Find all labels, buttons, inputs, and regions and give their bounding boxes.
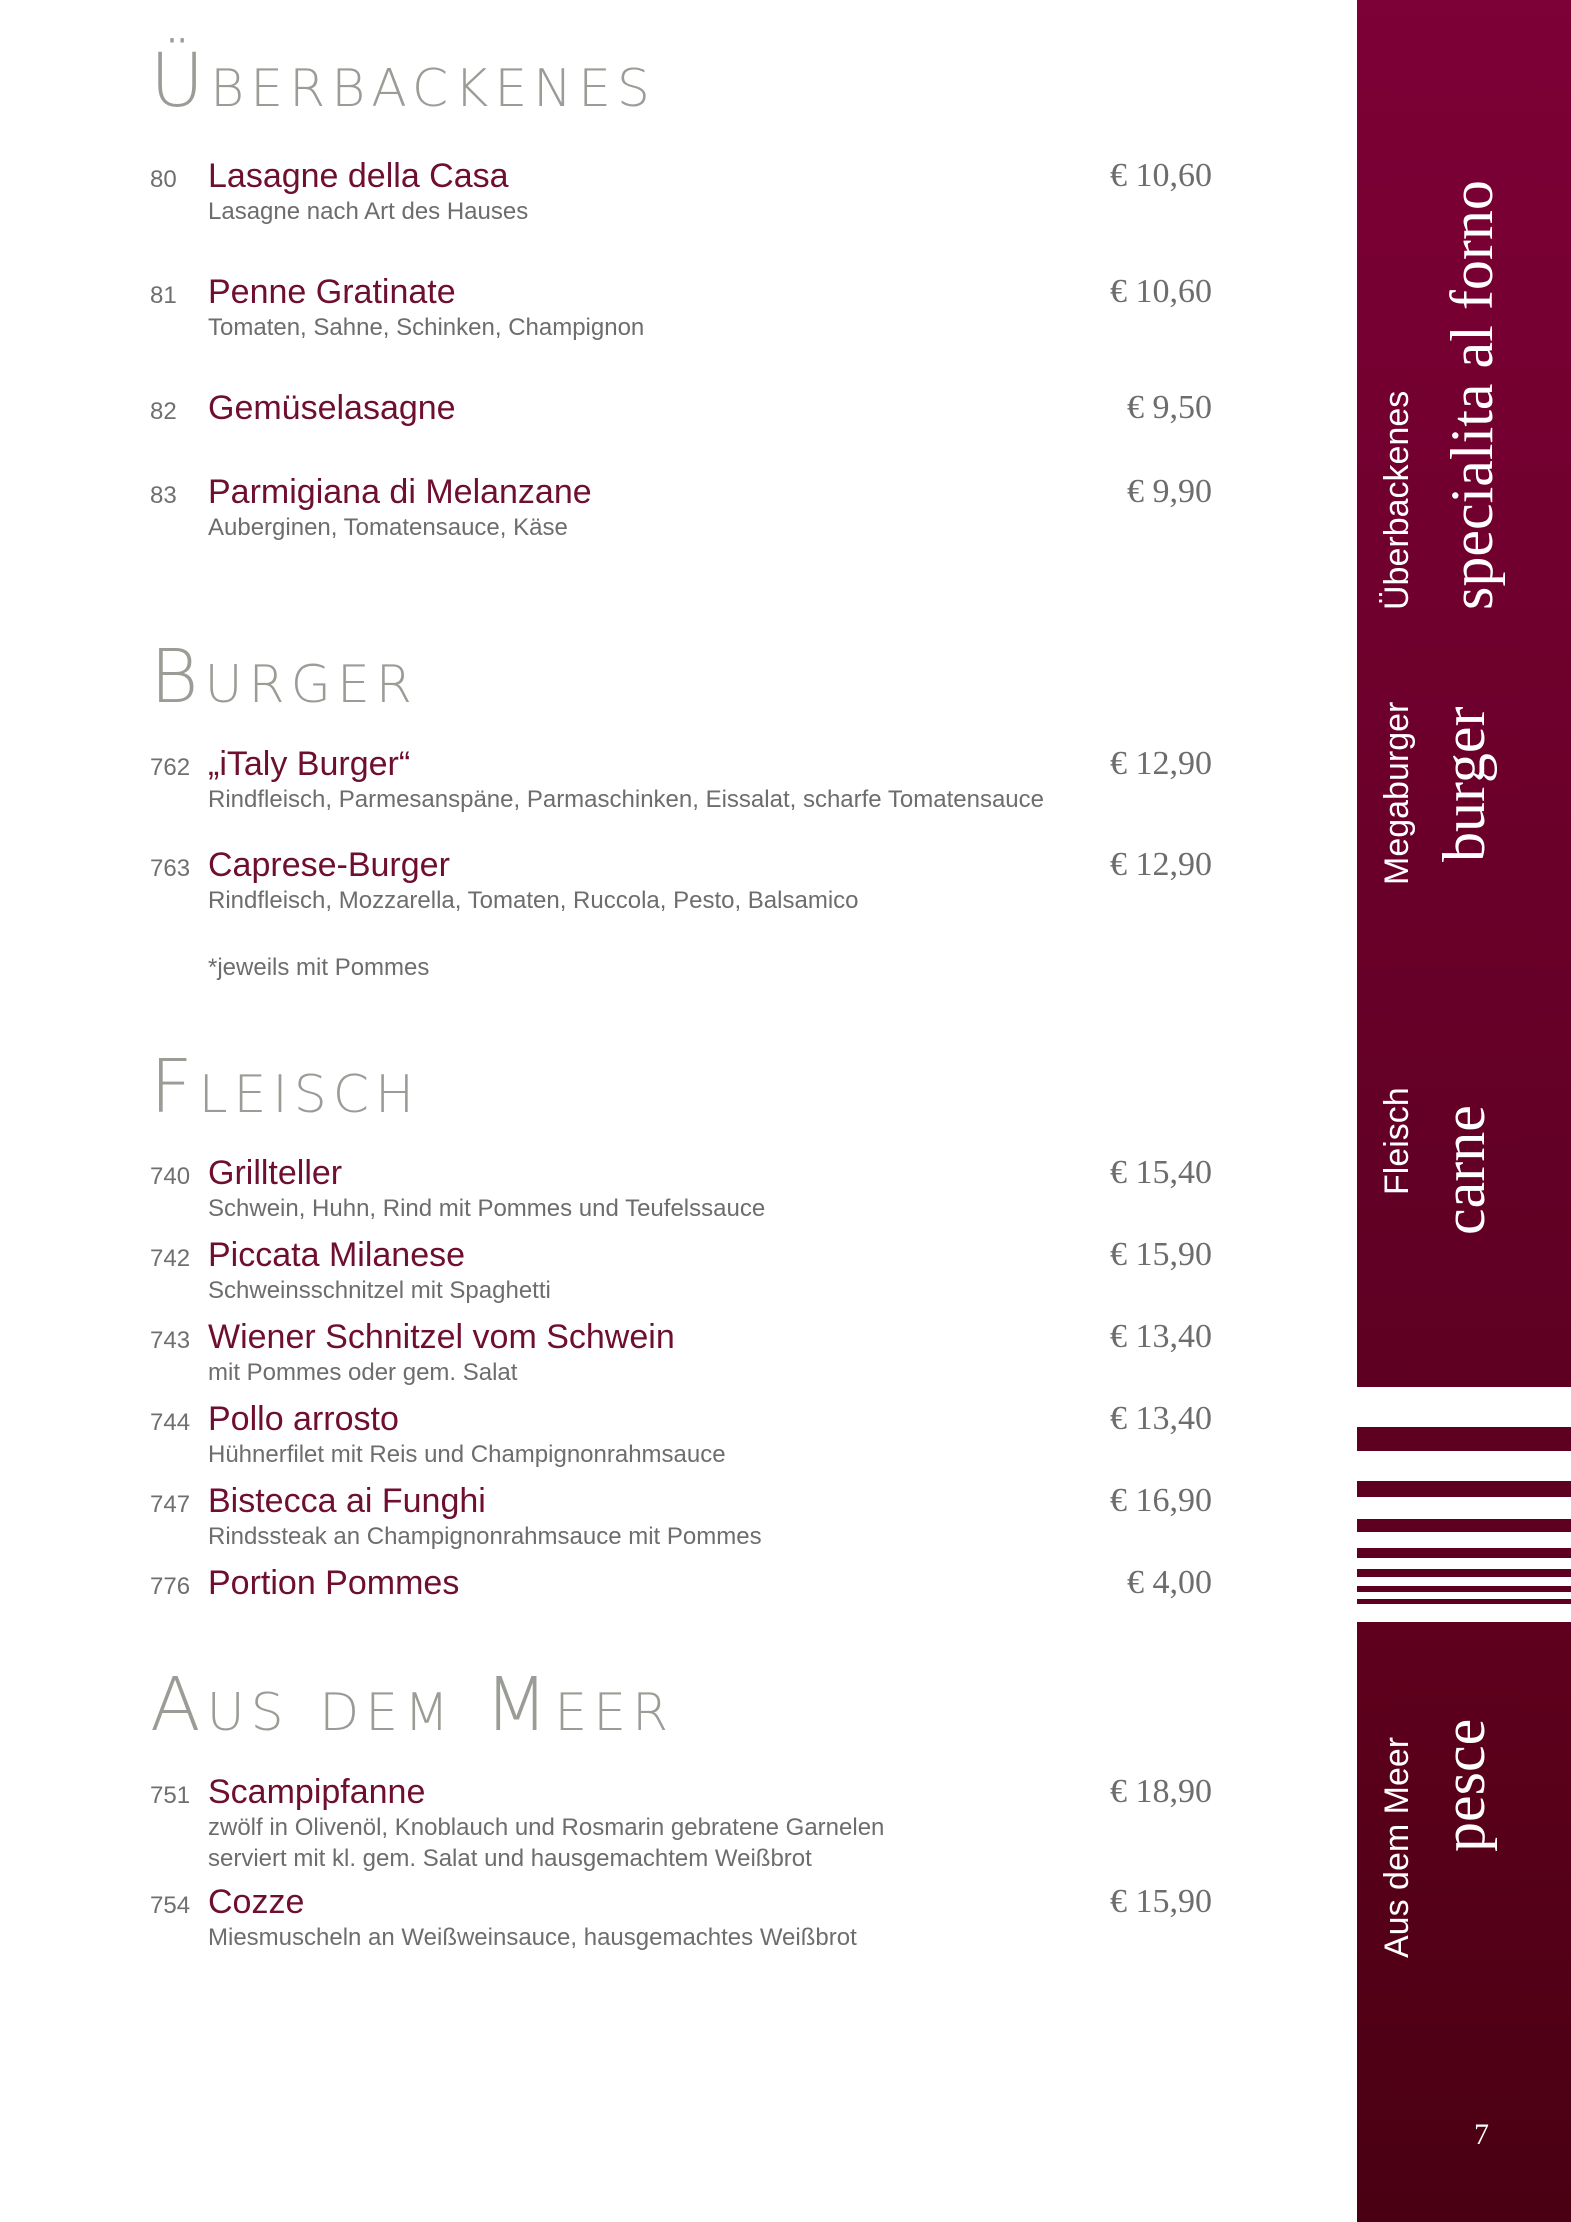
sidebar-stripe	[1357, 1569, 1571, 1577]
item-price: € 15,40	[1110, 1154, 1212, 1191]
item-name: „iTaly Burger“	[208, 745, 411, 783]
item-price: € 15,90	[1110, 1883, 1212, 1920]
item-description: mit Pommes oder gem. Salat	[208, 1359, 518, 1386]
item-name: Piccata Milanese	[208, 1236, 466, 1274]
item-number: 743	[150, 1327, 191, 1354]
sidebar-tab-fleisch[interactable]	[1378, 1087, 1417, 1195]
sidebar-stripe	[1357, 1599, 1571, 1604]
item-price: € 9,50	[1127, 389, 1212, 426]
item-number: 776	[150, 1573, 191, 1600]
item-name: Scampipfanne	[208, 1773, 426, 1811]
sidebar-tab-meer[interactable]	[1378, 1737, 1417, 1958]
item-description: Lasagne nach Art des Hauses	[208, 198, 529, 225]
sidebar-stripe	[1357, 1548, 1571, 1558]
item-description: Auberginen, Tomatensauce, Käse	[208, 514, 568, 541]
item-name: Grillteller	[208, 1154, 343, 1192]
item-price: € 13,40	[1110, 1318, 1212, 1355]
sidebar-stripe	[1357, 1586, 1571, 1592]
tab-italian-label: specialita al forno	[1439, 180, 1505, 610]
item-name: Cozze	[208, 1883, 305, 1921]
sidebar-tab-burger[interactable]	[1378, 702, 1417, 885]
item-number: 762	[150, 754, 191, 781]
item-number: 740	[150, 1163, 191, 1190]
tab-german-label: Megaburger	[1378, 701, 1416, 885]
tab-german-label: Aus dem Meer	[1378, 1736, 1416, 1958]
item-name: Gemüselasagne	[208, 389, 456, 427]
page-number: 7	[1474, 2118, 1489, 2151]
item-number: 744	[150, 1409, 191, 1436]
section-title-ueberbackenes: Überbackenes	[150, 38, 656, 124]
item-description: Rindfleisch, Mozzarella, Tomaten, Ruccola, Pesto, Balsamico	[208, 887, 859, 914]
tab-italian-label: burger	[1431, 706, 1497, 862]
item-number: 747	[150, 1491, 191, 1518]
section-title-burger: Burger	[150, 634, 418, 720]
item-number: 751	[150, 1782, 191, 1809]
item-name: Portion Pommes	[208, 1564, 460, 1602]
sidebar-tab-burger-it[interactable]	[1430, 706, 1499, 862]
sidebar-stripe	[1357, 1427, 1571, 1451]
item-name: Caprese-Burger	[208, 846, 450, 884]
item-description: Miesmuscheln an Weißweinsauce, hausgemachtes Weißbrot	[208, 1924, 857, 1951]
item-number: 81	[150, 282, 177, 309]
sidebar-tab-ueberbackenes[interactable]	[1378, 391, 1417, 610]
section-title-meer: Aus dem Meer	[150, 1662, 675, 1748]
item-name: Wiener Schnitzel vom Schwein	[208, 1318, 675, 1356]
item-number: 82	[150, 398, 177, 425]
item-number: 754	[150, 1892, 191, 1919]
item-price: € 12,90	[1110, 846, 1212, 883]
item-description: Tomaten, Sahne, Schinken, Champignon	[208, 314, 645, 341]
item-description: Rindssteak an Champignonrahmsauce mit Pommes	[208, 1523, 762, 1550]
sidebar-stripe	[1357, 1481, 1571, 1497]
item-description: zwölf in Olivenöl, Knoblauch und Rosmarin gebratene Garnelen	[208, 1814, 885, 1841]
item-description-line-2: serviert mit kl. gem. Salat und hausgemachtem Weißbrot	[208, 1845, 812, 1872]
sidebar-tab-ueberbackenes-it[interactable]	[1438, 180, 1507, 610]
tab-italian-label: carne	[1431, 1105, 1497, 1235]
tab-german-label: Fleisch	[1378, 1087, 1416, 1195]
item-price: € 13,40	[1110, 1400, 1212, 1437]
sidebar-tab-fleisch-it[interactable]	[1430, 1105, 1499, 1235]
item-price: € 15,90	[1110, 1236, 1212, 1273]
item-description: Schweinsschnitzel mit Spaghetti	[208, 1277, 551, 1304]
sidebar-stripe	[1357, 1519, 1571, 1532]
item-name: Parmigiana di Melanzane	[208, 473, 592, 511]
item-number: 80	[150, 166, 177, 193]
item-number: 742	[150, 1245, 191, 1272]
item-price: € 16,90	[1110, 1482, 1212, 1519]
item-price: € 10,60	[1110, 157, 1212, 194]
item-name: Bistecca ai Funghi	[208, 1482, 486, 1520]
item-name: Lasagne della Casa	[208, 157, 509, 195]
item-price: € 9,90	[1127, 473, 1212, 510]
item-number: 763	[150, 855, 191, 882]
burger-note: *jeweils mit Pommes	[208, 954, 430, 981]
sidebar-tab-meer-it[interactable]	[1430, 1719, 1499, 1852]
item-description: Hühnerfilet mit Reis und Champignonrahmsauce	[208, 1441, 726, 1468]
item-name: Pollo arrosto	[208, 1400, 399, 1438]
item-price: € 12,90	[1110, 745, 1212, 782]
item-description: Schwein, Huhn, Rind mit Pommes und Teufelssauce	[208, 1195, 766, 1222]
tab-italian-label: pesce	[1431, 1718, 1497, 1852]
item-name: Penne Gratinate	[208, 273, 456, 311]
item-number: 83	[150, 482, 177, 509]
tab-german-label: Überbackenes	[1378, 390, 1416, 610]
item-price: € 10,60	[1110, 273, 1212, 310]
item-description: Rindfleisch, Parmesanspäne, Parmaschinken, Eissalat, scharfe Tomatensauce	[208, 786, 1044, 813]
item-price: € 18,90	[1110, 1773, 1212, 1810]
item-price: € 4,00	[1127, 1564, 1212, 1601]
section-title-fleisch: Fleisch	[150, 1044, 421, 1130]
